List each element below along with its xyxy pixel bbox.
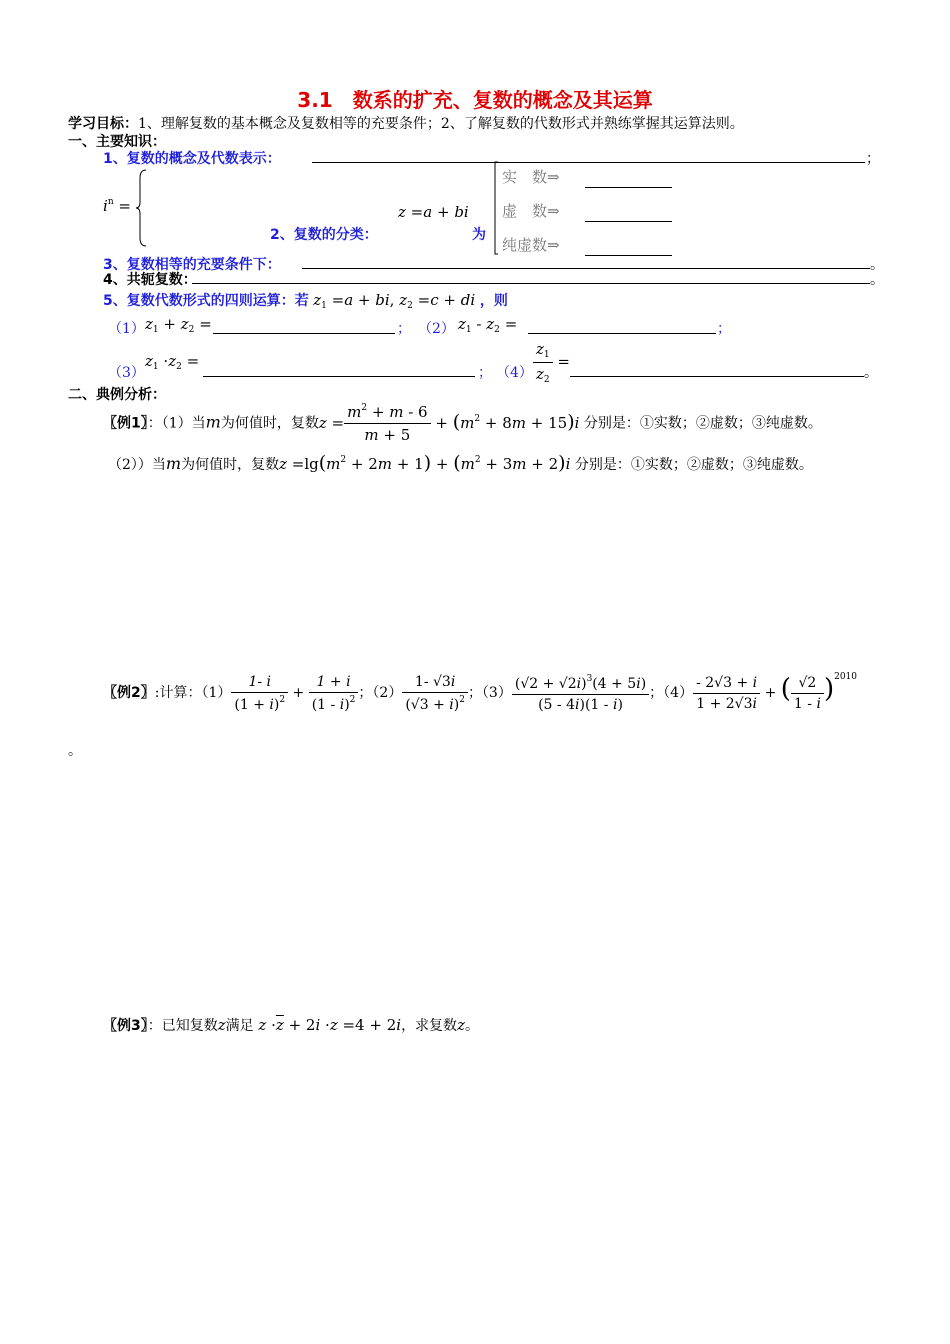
- ex3-b: 满足: [225, 1018, 254, 1034]
- ex3-label: 〖例3〗: [103, 1018, 148, 1034]
- op4-blank: [570, 376, 864, 377]
- op1-end: ；: [397, 321, 411, 337]
- class-imaginary-blank: [585, 221, 672, 222]
- ex1-p1-c: 分别是：①实数；②虚数；③纯虚数。: [583, 415, 822, 432]
- class-imaginary: 虚 数⇒: [502, 202, 560, 220]
- item4-end: 。: [870, 272, 884, 288]
- class-pure-imaginary: 纯虚数⇒: [502, 236, 560, 254]
- op2-end: ；: [717, 321, 731, 337]
- ex1-p2-formula: $z =\lg(m^2 + 2m + 1) + (m^2 + 3m + 2)i$: [279, 452, 571, 474]
- op2-label: （2）: [418, 321, 455, 337]
- op1-blank: [213, 333, 395, 334]
- op1-label: （1）: [108, 321, 145, 337]
- item2-label: 2、复数的分类：: [270, 227, 378, 243]
- ex2-expr1: $\frac{1- i}{(1 + i)^2}$ + $\frac{1 + i}{(1 - i)^2}$: [231, 685, 358, 701]
- ex2-end: 。: [68, 743, 82, 759]
- op4-label: （4）: [496, 365, 533, 381]
- left-brace-icon: [134, 168, 150, 248]
- item5-then: 则: [493, 293, 508, 309]
- ex1-p1-a: ：（1）当: [147, 415, 206, 432]
- learning-goal: [68, 113, 744, 133]
- op1-formula: $z_1 + z_2$ =: [145, 315, 212, 335]
- item4-label: 4、共轭复数：: [103, 272, 197, 288]
- item1-end: ；: [866, 151, 880, 167]
- ex1-p2-c: 分别是：①实数；②虚数；③纯虚数。: [574, 457, 813, 473]
- class-real-blank: [585, 187, 672, 188]
- ex2-expr3: $\frac{(√2 + √2i)^3(4 + 5i)}{(5 - 4i)(1 - i)}$: [512, 685, 649, 701]
- right-brace-icon: [490, 160, 500, 256]
- item5-line: 5、复数代数形式的四则运算：若 $z_1 =a$ + bi, $z_2 =c$ + di ，则: [103, 291, 508, 311]
- ex2-text: :计算：: [154, 685, 202, 701]
- item5-formula: $z_1 =a$ + bi, $z_2 =c$ + di: [313, 291, 480, 311]
- example3: 〖例3〗：已知复数z满足 $z \cdot\overline{z} + 2i \cdot z =4 + 2i$，求复数z。: [103, 1016, 479, 1034]
- example1-part2: （2））当m为何值时，复数$z =\lg(m^2 + 2m + 1) + (m^2 + 3m + 2)i$ 分别是：①实数；②虚数；③纯虚数。: [108, 452, 813, 474]
- item3-label: 3、复数相等的充要条件下：: [103, 257, 281, 273]
- ex2-exponent: 2010: [834, 672, 858, 682]
- ex2-part1-label: （1）: [201, 685, 232, 701]
- op3-end: ；: [478, 365, 492, 381]
- op4-end: 。: [864, 365, 878, 381]
- ex2-expr2: $\frac{1- √3i}{(√3 + i)^2}$: [402, 685, 468, 701]
- ex2-label: 〖例2〗: [103, 685, 155, 701]
- section1-heading: 一、主要知识：: [68, 134, 166, 150]
- op3-formula: $z_1 \cdot z_2$ =: [145, 352, 200, 372]
- goal-label: 学习目标：: [68, 116, 138, 132]
- ex3-a: ：已知复数: [147, 1018, 218, 1034]
- item3-blank: [302, 268, 870, 269]
- ex2-part2-label: ；（2）: [358, 685, 403, 701]
- ex1-p1-b: 为何值时，复数: [220, 415, 319, 432]
- class-pure-blank: [585, 255, 672, 256]
- ex1-p2-a: （2））当: [108, 457, 166, 473]
- item2-suffix: 为: [472, 227, 486, 243]
- op2-formula: $z_1 - z_2$ =: [458, 315, 518, 335]
- ex1-p2-b: 为何值时，复数: [181, 457, 280, 473]
- item4-blank: [192, 283, 870, 284]
- ex2-part4-label: ；（4）: [649, 685, 694, 701]
- op4-formula: $\frac{z_1}{z_2}$ =: [533, 340, 570, 385]
- class-real: 实 数⇒: [502, 168, 560, 186]
- goal-text: 1、理解复数的基本概念及复数相等的充要条件；2、了解复数的代数形式并熟练掌握其运算法则。: [138, 116, 744, 132]
- op2-blank: [528, 333, 716, 334]
- ex2-expr4: $\frac{- 2√3 + i}{1 + 2√3i}$ + ( $\frac{√2}{1 - i}$ )$^{2010}$: [693, 685, 857, 701]
- op3-label: （3）: [108, 365, 145, 381]
- section2-heading: 二、典例分析：: [68, 387, 166, 403]
- i-power-n: $i^n$ =: [103, 197, 131, 215]
- item1-label: 1、复数的概念及代数表示：: [103, 151, 281, 167]
- item1-blank: [312, 162, 865, 163]
- ex1-label: 〖例1〗: [103, 415, 148, 432]
- n-exponent: n: [107, 197, 114, 207]
- example2: [103, 672, 857, 713]
- example1-part1: 〖例1〗：（1）当m为何值时，复数z = $\frac{m^2 + m - 6}{m + 5}$ + $(m^2 + 8m + 15)i$ 分别是：①实数；②虚数；③纯虚数。: [103, 403, 822, 444]
- z-equals-a-plus-bi: z =a + bi: [398, 203, 469, 221]
- item5-label: 5、复数代数形式的四则运算：若: [103, 293, 309, 309]
- ex3-d: 。: [464, 1018, 479, 1034]
- ex2-part3-label: ；（3）: [467, 685, 512, 701]
- op3-blank: [203, 376, 475, 377]
- i-symbol: i: [103, 197, 108, 215]
- item3-end: 。: [870, 257, 884, 273]
- page-title: 3.1 数系的扩充、复数的概念及其运算: [297, 88, 653, 112]
- ex3-formula: $z \cdot\overline{z} + 2i \cdot z =4 + 2i$: [253, 1016, 402, 1034]
- ex1-formula: z = $\frac{m^2 + m - 6}{m + 5}$ + $(m^2 + 8m + 15)i$: [318, 403, 580, 444]
- ex3-c: ，求复数: [401, 1018, 458, 1034]
